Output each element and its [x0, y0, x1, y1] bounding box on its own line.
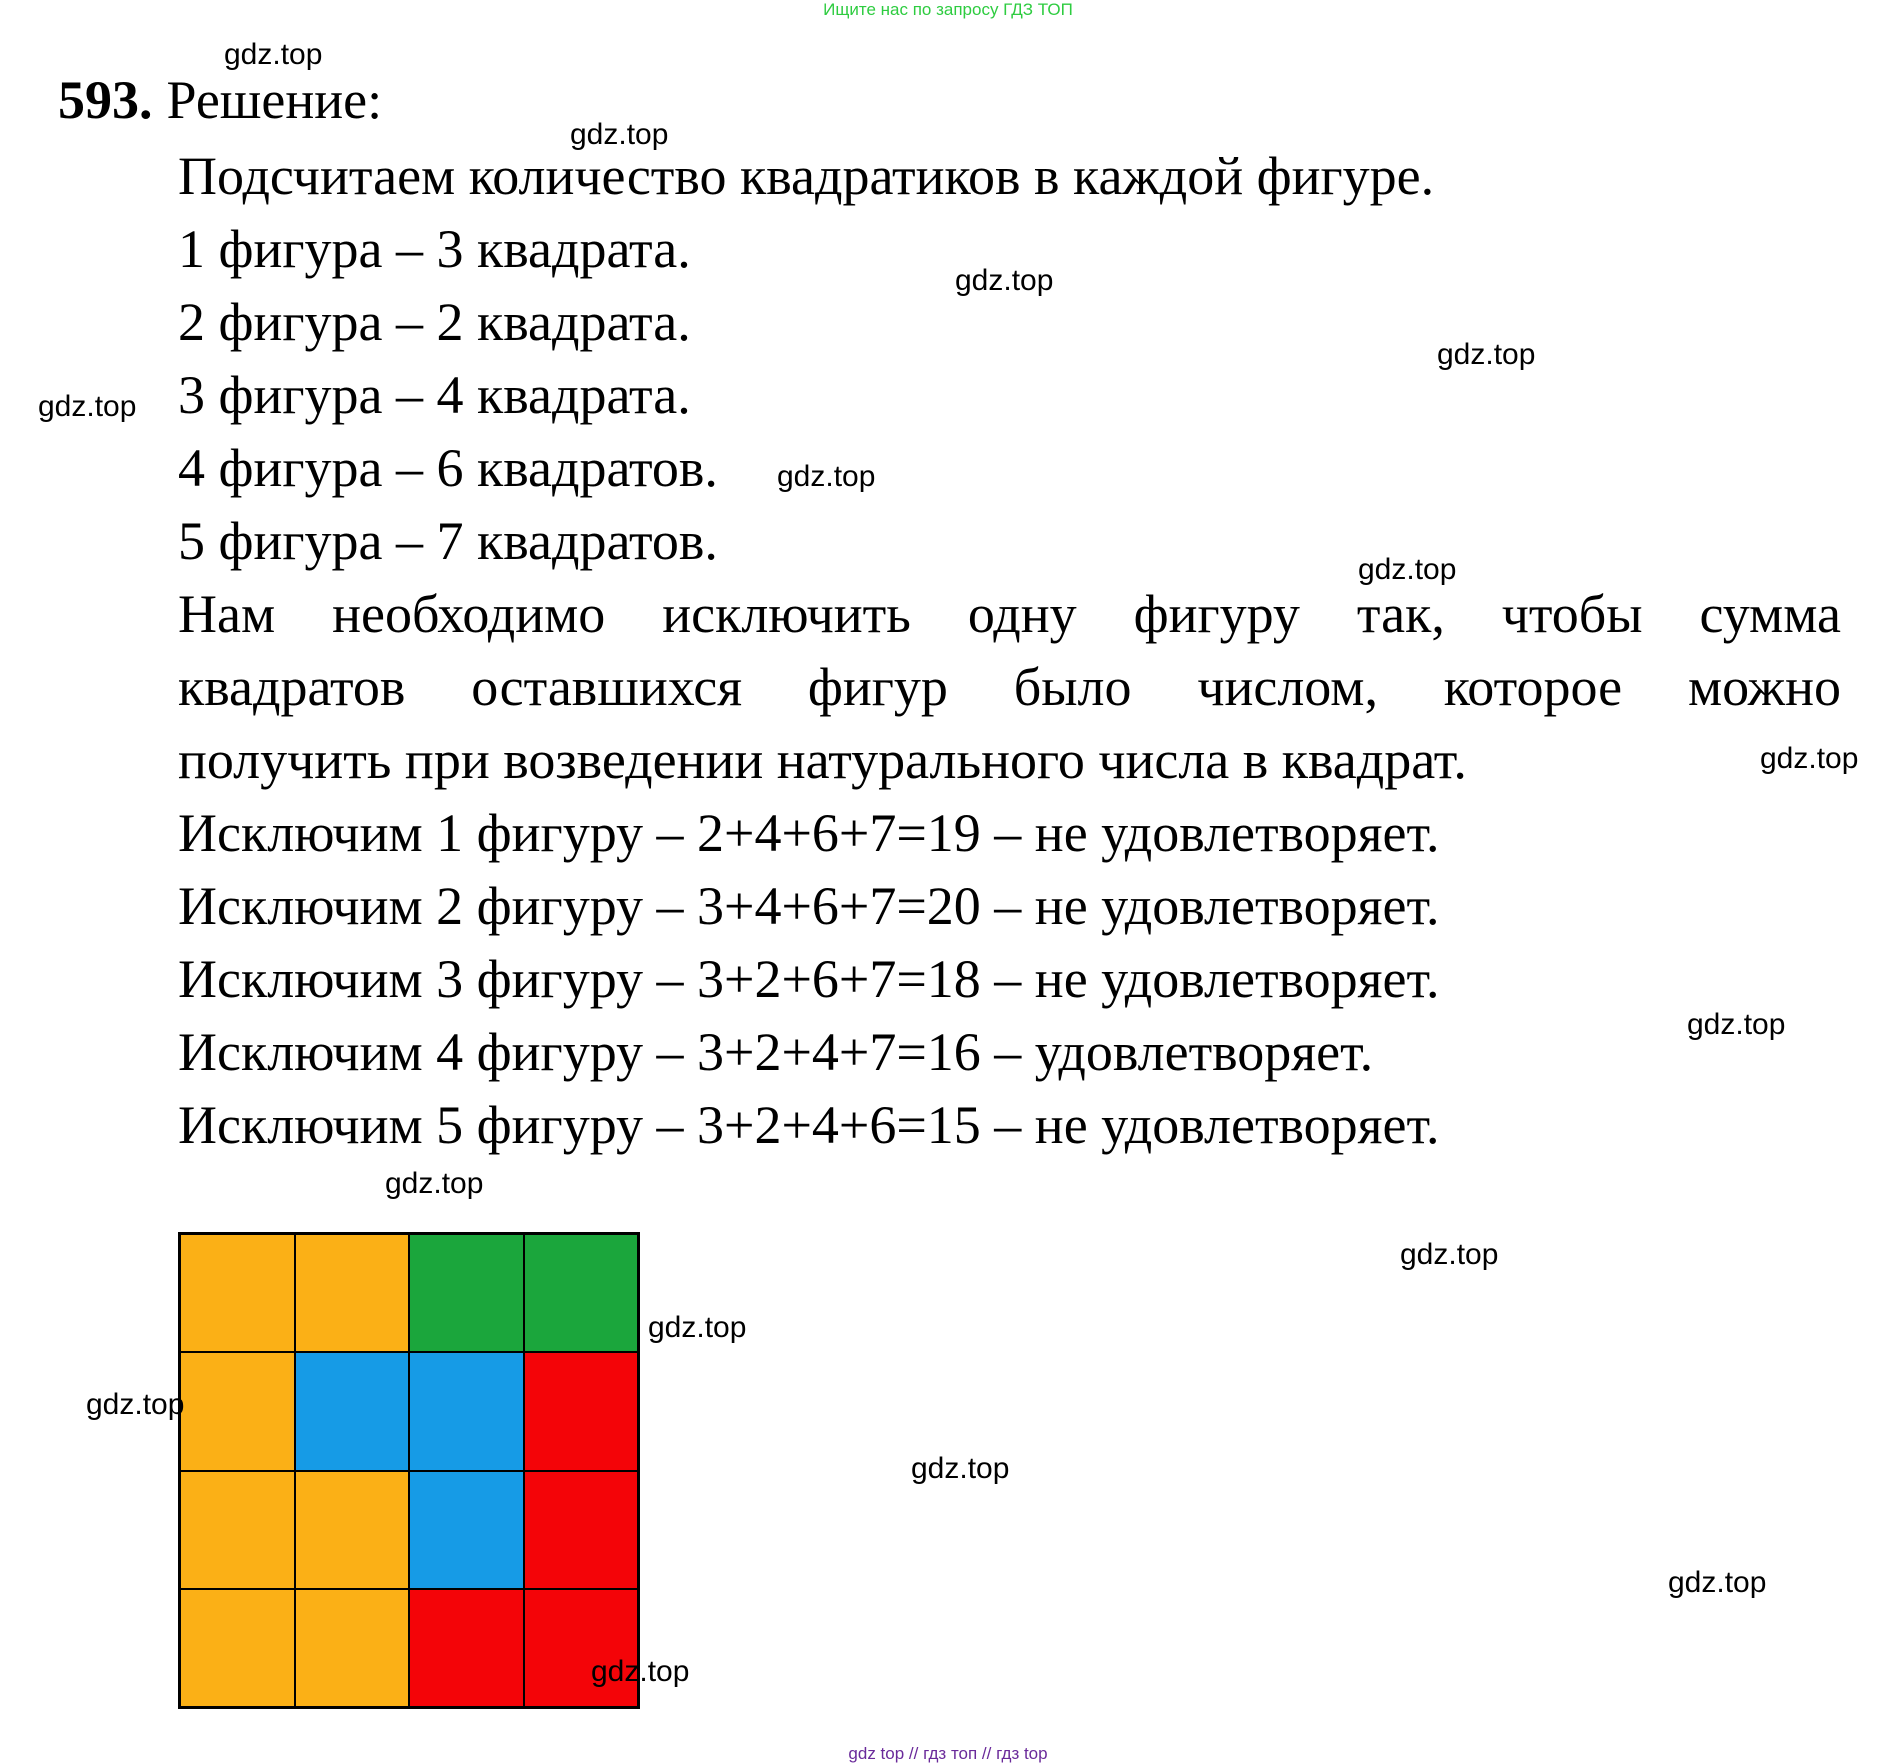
watermark: gdz.top: [955, 264, 1054, 297]
grid-cell-orange: [295, 1234, 410, 1352]
task-title: Решение:: [166, 70, 383, 130]
grid-cell-blue: [409, 1471, 524, 1589]
text-line-exclude-1: Исключим 1 фигуру – 2+4+6+7=19 – не удовлетворяет.: [178, 803, 1440, 863]
grid-cell-orange: [180, 1234, 295, 1352]
watermark: gdz.top: [38, 390, 137, 423]
grid-cell-orange: [180, 1589, 295, 1707]
watermark: gdz.top: [911, 1452, 1010, 1485]
watermark: gdz.top: [385, 1167, 484, 1200]
text-line-exclude-5: Исключим 5 фигуру – 3+2+4+6=15 – не удовлетворяет.: [178, 1095, 1440, 1155]
grid-cell-red: [409, 1589, 524, 1707]
text-line-figure-2: 2 фигура – 2 квадрата.: [178, 292, 691, 352]
grid-cell-red: [524, 1589, 639, 1707]
watermark: gdz.top: [1760, 742, 1859, 775]
task-heading: [58, 66, 382, 134]
watermark: gdz.top: [1437, 338, 1536, 371]
watermark: gdz.top: [648, 1311, 747, 1344]
text-line-figure-5: 5 фигура – 7 квадратов.: [178, 511, 718, 571]
grid-cell-orange: [180, 1471, 295, 1589]
colored-square-grid: [178, 1232, 640, 1709]
grid-cell-red: [524, 1471, 639, 1589]
grid-cell-green: [524, 1234, 639, 1352]
text-line-figure-3: 3 фигура – 4 квадрата.: [178, 365, 691, 425]
grid-cell-red: [524, 1352, 639, 1470]
grid-cell-blue: [409, 1352, 524, 1470]
text-line-condition-3: получить при возведении натурального числа в квадрат.: [178, 730, 1467, 790]
text-line-exclude-4: Исключим 4 фигуру – 3+2+4+7=16 – удовлетворяет.: [178, 1022, 1374, 1082]
text-line-exclude-2: Исключим 2 фигуру – 3+4+6+7=20 – не удовлетворяет.: [178, 876, 1440, 936]
footer-watermark: gdz top // гдз топ // гдз top: [848, 1744, 1048, 1763]
grid-cell-orange: [295, 1471, 410, 1589]
watermark: gdz.top: [1668, 1566, 1767, 1599]
text-line-exclude-3: Исключим 3 фигуру – 3+2+6+7=18 – не удовлетворяет.: [178, 949, 1440, 1009]
grid-cell-green: [409, 1234, 524, 1352]
watermark: gdz.top: [1358, 553, 1457, 586]
watermark: gdz.top: [570, 118, 669, 151]
watermark: gdz.top: [224, 38, 323, 71]
watermark: gdz.top: [1400, 1238, 1499, 1271]
text-line-condition-1: Нам необходимо исключить одну фигуру так, чтобы сумма: [178, 584, 1841, 644]
text-line-figure-4: 4 фигура – 6 квадратов.: [178, 438, 718, 498]
watermark: gdz.top: [777, 460, 876, 493]
text-line-condition-2: квадратов оставшихся фигур было числом, которое можно: [178, 657, 1841, 717]
watermark: gdz.top: [1687, 1008, 1786, 1041]
grid-cell-orange: [180, 1352, 295, 1470]
task-number: 593.: [58, 70, 153, 130]
text-line-figure-1: 1 фигура – 3 квадрата.: [178, 219, 691, 279]
top-banner: Ищите нас по запросу ГДЗ ТОП: [823, 0, 1073, 19]
grid-cell-blue: [295, 1352, 410, 1470]
text-line-intro: Подсчитаем количество квадратиков в каждой фигуре.: [178, 146, 1435, 206]
watermark: gdz.top: [591, 1655, 690, 1688]
watermark: gdz.top: [86, 1388, 185, 1421]
grid-cell-orange: [295, 1589, 410, 1707]
